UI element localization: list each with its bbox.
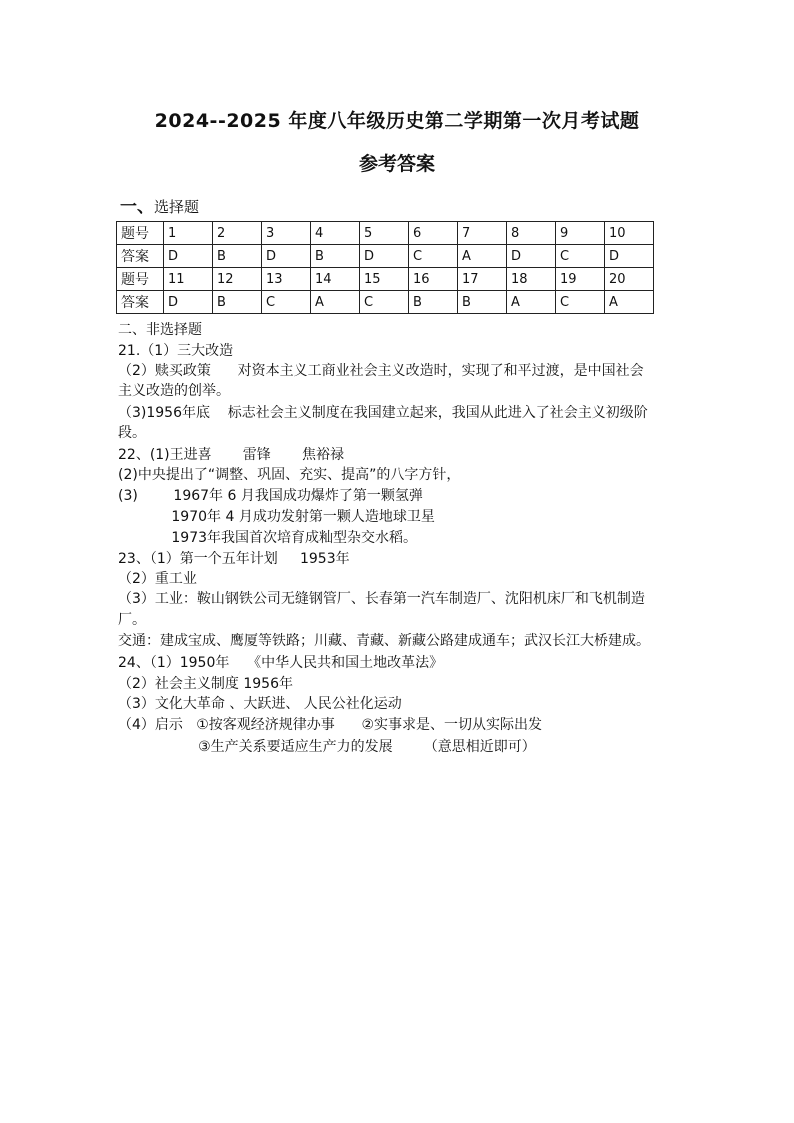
table-cell: 17 [458,268,507,291]
table-cell: B [213,291,262,314]
answer-line: (2)中央提出了“调整、巩固、充实、提高”的八字方针， [118,467,461,483]
table-row [117,291,654,314]
answer-line: 主义改造的创举。 [118,383,230,399]
answer-line: 1973年我国首次培育成籼型杂交水稻。 [118,530,418,546]
table-cell: 20 [605,268,654,291]
table-row-header: 答案 [117,291,164,314]
table-cell: C [262,291,311,314]
table-cell: C [556,291,605,314]
table-row-header: 题号 [117,268,164,291]
table-cell: 10 [605,222,654,245]
table-row [117,222,654,245]
answer-line: 1970年 4 月成功发射第一颗人造地球卫星 [118,509,435,525]
table-cell: A [507,291,556,314]
answer-line: 21.（1）三大改造 [118,343,234,359]
table-row [117,245,654,268]
answer-line: (3) 1967年 6 月我国成功爆炸了第一颗氢弹 [118,488,423,504]
table-cell: 9 [556,222,605,245]
section-label: 选择题 [154,198,200,216]
table-cell: C [360,291,409,314]
answer-line: ③生产关系要适应生产力的发展 （意思相近即可） [118,739,536,755]
table-cell: 3 [262,222,311,245]
table-row [117,268,654,291]
answer-line: （2）重工业 [118,571,197,587]
answer-line: （3）文化大革命 、大跃进、 人民公社化运动 [118,696,402,712]
answer-line: 22、(1)王进喜 雷锋 焦裕禄 [118,447,344,463]
table-cell: 18 [507,268,556,291]
page-title: 2024--2025 年度八年级历史第二学期第一次月考试题 [154,110,640,132]
table-cell: 16 [409,268,458,291]
table-cell: D [605,245,654,268]
table-cell: 1 [164,222,213,245]
answer-line: 厂。 [118,612,146,628]
table-cell: A [458,245,507,268]
table-cell: 19 [556,268,605,291]
answer-line: 交通：建成宝成、鹰厦等铁路；川藏、青藏、新藏公路建成通车；武汉长江大桥建成。 [118,633,650,649]
answer-line: 23、（1）第一个五年计划 1953年 [118,551,350,567]
table-cell: D [262,245,311,268]
table-cell: C [409,245,458,268]
table-cell: B [213,245,262,268]
table-cell: B [311,245,360,268]
table-cell: 6 [409,222,458,245]
page-subtitle: 参考答案 [358,153,435,175]
section-heading-choice [120,192,199,217]
table-cell: 4 [311,222,360,245]
table-cell: 11 [164,268,213,291]
table-cell: D [360,245,409,268]
answer-line: 段。 [118,425,146,441]
answer-line: 二、非选择题 [118,322,202,338]
answer-line: （3)1956年底 标志社会主义制度在我国建立起来，我国从此进入了社会主义初级阶 [118,405,648,421]
table-cell: 8 [507,222,556,245]
answer-line: 24、（1）1950年 《中华人民共和国土地改革法》 [118,655,444,671]
table-row-header: 答案 [117,245,164,268]
answer-line: （2）赎买政策 对资本主义工商业社会主义改造时，实现了和平过渡，是中国社会 [118,363,644,379]
answer-table [116,221,654,314]
table-cell: 12 [213,268,262,291]
table-cell: 2 [213,222,262,245]
table-cell: C [556,245,605,268]
table-cell: A [605,291,654,314]
answer-line: （2）社会主义制度 1956年 [118,676,293,692]
table-cell: 14 [311,268,360,291]
table-cell: D [507,245,556,268]
table-cell: 15 [360,268,409,291]
table-cell: B [409,291,458,314]
table-cell: D [164,245,213,268]
table-cell: A [311,291,360,314]
answer-line: （4）启示 ①按客观经济规律办事 ②实事求是、一切从实际出发 [118,717,543,733]
section-number: 一、 [120,197,154,217]
table-cell: B [458,291,507,314]
table-cell: D [164,291,213,314]
table-cell: 7 [458,222,507,245]
table-cell: 13 [262,268,311,291]
table-cell: 5 [360,222,409,245]
answer-line: （3）工业：鞍山钢铁公司无缝钢管厂、长春第一汽车制造厂、沈阳机床厂和飞机制造 [118,591,645,607]
table-row-header: 题号 [117,222,164,245]
